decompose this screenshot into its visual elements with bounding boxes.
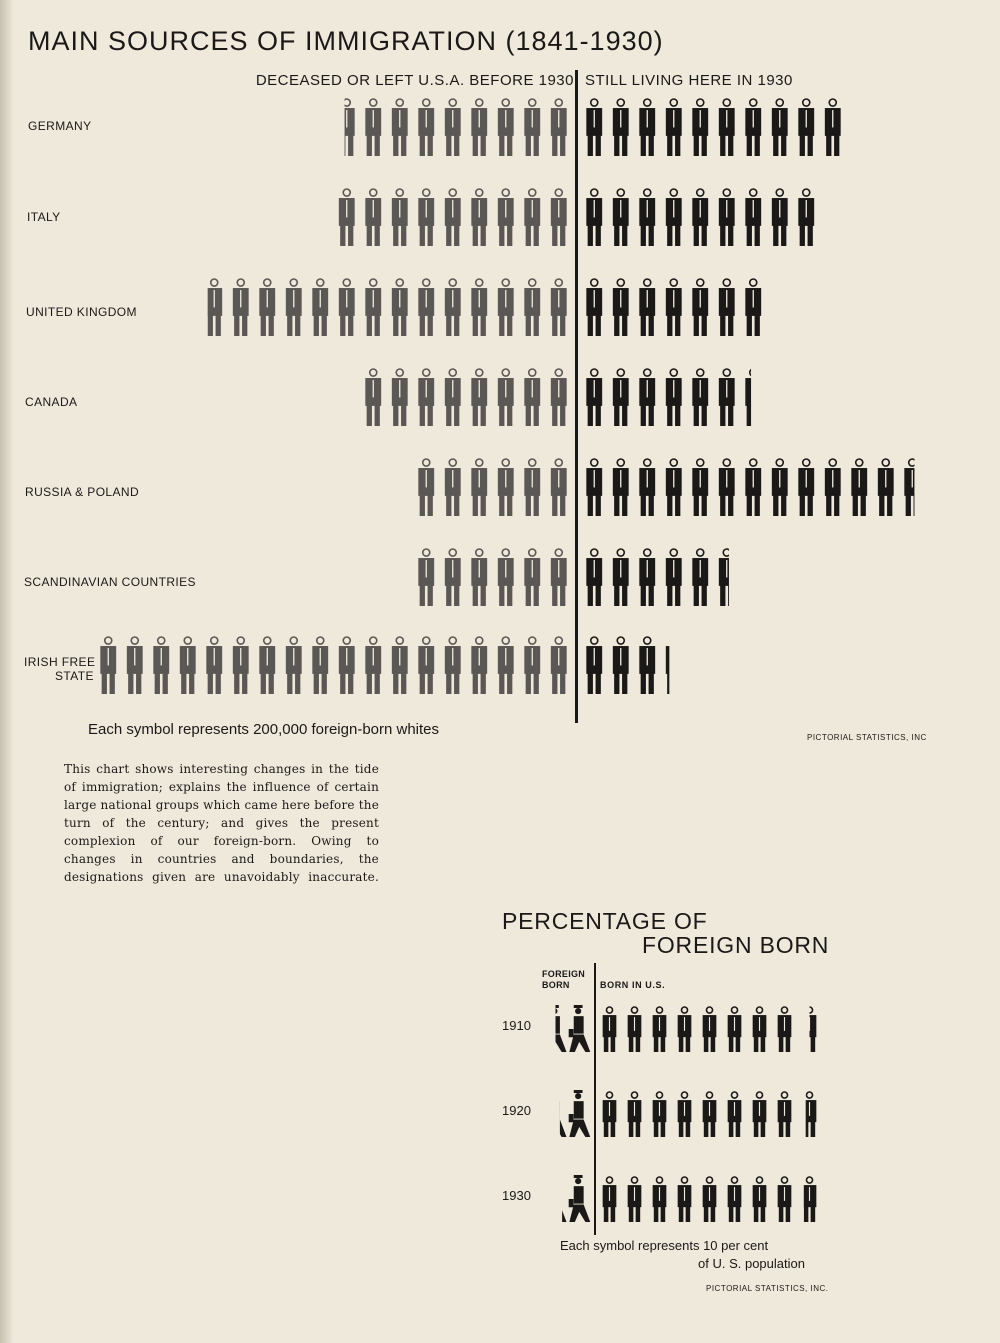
deceased-figure-icon — [392, 637, 408, 694]
deceased-figure-icon — [392, 369, 408, 426]
deceased-figure-icon — [524, 459, 540, 516]
living-figure-icon — [666, 279, 682, 336]
deceased-figure-icon — [524, 189, 540, 246]
living-figure-icon — [745, 189, 761, 246]
living-figure-icon — [639, 99, 655, 156]
us-born-figure-icon — [728, 1007, 742, 1052]
deceased-figure-icon — [339, 99, 355, 156]
living-figure-icon — [692, 459, 708, 516]
foreign-born-figure-icon — [569, 1005, 591, 1052]
living-figure-icon — [878, 459, 894, 516]
living-figure-icon — [666, 459, 682, 516]
deceased-figure-icon — [471, 459, 487, 516]
deceased-figure-icon — [206, 637, 222, 694]
living-figure-icon — [719, 279, 735, 336]
living-figure-icon — [772, 99, 788, 156]
living-figure-icon — [586, 459, 602, 516]
living-figure-icon — [639, 459, 655, 516]
deceased-figure-icon — [524, 99, 540, 156]
living-figure-icon — [692, 99, 708, 156]
living-figure-icon — [825, 99, 841, 156]
living-figure-icon — [586, 189, 602, 246]
us-born-figure-icon — [678, 1007, 692, 1052]
deceased-figure-icon — [445, 369, 461, 426]
deceased-figure-icon — [312, 637, 328, 694]
us-born-figure-icon — [728, 1092, 742, 1137]
us-born-figure-icon — [628, 1092, 642, 1137]
us-born-figure-icon — [703, 1092, 717, 1137]
deceased-figure-icon — [551, 459, 567, 516]
chart2-credit: PICTORIAL STATISTICS, INC. — [706, 1284, 829, 1293]
living-figure-icon — [719, 189, 735, 246]
living-figure-icon — [666, 637, 682, 694]
deceased-figure-icon — [392, 279, 408, 336]
row-2-pictogram — [339, 189, 814, 246]
deceased-figure-icon — [471, 279, 487, 336]
foreign-born-figure-icon — [569, 1090, 591, 1137]
chart2-header-born-in-us: BORN IN U.S. — [600, 980, 666, 990]
deceased-figure-icon — [365, 369, 381, 426]
chart1-credit: PICTORIAL STATISTICS, INC — [807, 733, 927, 742]
living-figure-icon — [798, 189, 814, 246]
chart2-title-line2: FOREIGN BORN — [642, 932, 830, 958]
living-figure-icon — [639, 549, 655, 606]
us-born-figure-icon — [678, 1092, 692, 1137]
us-born-figure-icon — [603, 1177, 617, 1222]
deceased-figure-icon — [418, 637, 434, 694]
country-label-canada: CANADA — [25, 395, 78, 409]
deceased-figure-icon — [392, 99, 408, 156]
living-figure-icon — [639, 637, 655, 694]
living-figure-icon — [719, 459, 735, 516]
country-label-irish-line2: STATE — [55, 669, 94, 683]
living-figure-icon — [772, 189, 788, 246]
row-5-pictogram — [418, 459, 920, 516]
living-figure-icon — [825, 459, 841, 516]
deceased-figure-icon — [551, 369, 567, 426]
deceased-figure-icon — [524, 369, 540, 426]
living-figure-icon — [745, 279, 761, 336]
us-born-figure-icon — [778, 1007, 792, 1052]
living-figure-icon — [639, 189, 655, 246]
foreign-born-figure-icon — [545, 1090, 567, 1137]
living-figure-icon — [586, 369, 602, 426]
deceased-figure-icon — [551, 189, 567, 246]
living-figure-icon — [851, 459, 867, 516]
deceased-figure-icon — [339, 279, 355, 336]
us-born-figure-icon — [753, 1092, 767, 1137]
deceased-figure-icon — [524, 279, 540, 336]
us-born-figure-icon — [803, 1007, 817, 1052]
year-label-1920: 1920 — [502, 1103, 531, 1118]
living-figure-icon — [692, 549, 708, 606]
deceased-figure-icon — [418, 549, 434, 606]
deceased-figure-icon — [498, 279, 514, 336]
row-6-pictogram — [418, 549, 734, 606]
us-born-figure-icon — [628, 1007, 642, 1052]
year-row-1920-pictogram — [545, 1090, 816, 1137]
us-born-figure-icon — [653, 1177, 667, 1222]
living-figure-icon — [613, 279, 629, 336]
deceased-figure-icon — [259, 637, 275, 694]
chart2-legend-line2: of U. S. population — [698, 1256, 805, 1271]
living-figure-icon — [666, 99, 682, 156]
us-born-figure-icon — [653, 1092, 667, 1137]
deceased-figure-icon — [127, 637, 143, 694]
row-1-pictogram — [339, 99, 841, 156]
deceased-figure-icon — [312, 279, 328, 336]
us-born-figure-icon — [753, 1007, 767, 1052]
deceased-figure-icon — [551, 99, 567, 156]
chart2-legend-line1: Each symbol represents 10 per cent — [560, 1238, 769, 1253]
deceased-figure-icon — [233, 279, 249, 336]
deceased-figure-icon — [418, 99, 434, 156]
chart-title: MAIN SOURCES OF IMMIGRATION (1841-1930) — [28, 26, 664, 56]
country-label-scandinavian: SCANDINAVIAN COUNTRIES — [24, 575, 196, 589]
deceased-figure-icon — [471, 189, 487, 246]
living-figure-icon — [798, 459, 814, 516]
living-figure-icon — [719, 549, 735, 606]
year-label-1930: 1930 — [502, 1188, 531, 1203]
living-figure-icon — [613, 189, 629, 246]
country-label-irish-line1: IRISH FREE — [24, 655, 96, 669]
foreign-born-figure-icon — [545, 1005, 567, 1052]
deceased-figure-icon — [206, 279, 222, 336]
year-row-1910-pictogram — [545, 1005, 816, 1052]
living-figure-icon — [666, 369, 682, 426]
deceased-figure-icon — [471, 549, 487, 606]
living-figure-icon — [745, 99, 761, 156]
us-born-figure-icon — [653, 1007, 667, 1052]
deceased-figure-icon — [524, 637, 540, 694]
deceased-figure-icon — [551, 549, 567, 606]
living-figure-icon — [745, 459, 761, 516]
living-figure-icon — [666, 549, 682, 606]
deceased-figure-icon — [339, 637, 355, 694]
living-figure-icon — [586, 99, 602, 156]
deceased-figure-icon — [365, 189, 381, 246]
chart2-header-foreign-born — [542, 969, 585, 991]
deceased-figure-icon — [365, 637, 381, 694]
living-figure-icon — [639, 369, 655, 426]
row-3-pictogram — [206, 279, 761, 336]
chart2-divider — [594, 963, 596, 1235]
living-figure-icon — [692, 369, 708, 426]
living-figure-icon — [586, 279, 602, 336]
chart2-header-foreign-line2: BORN — [542, 980, 570, 990]
us-born-figure-icon — [803, 1092, 817, 1137]
chart2-header-foreign-line1: FOREIGN — [542, 969, 586, 979]
deceased-figure-icon — [100, 637, 116, 694]
deceased-figure-icon — [471, 99, 487, 156]
us-born-figure-icon — [703, 1177, 717, 1222]
living-figure-icon — [692, 189, 708, 246]
living-figure-icon — [798, 99, 814, 156]
deceased-figure-icon — [498, 189, 514, 246]
us-born-figure-icon — [603, 1092, 617, 1137]
living-figure-icon — [639, 279, 655, 336]
deceased-figure-icon — [180, 637, 196, 694]
us-born-figure-icon — [728, 1177, 742, 1222]
deceased-figure-icon — [392, 189, 408, 246]
us-born-figure-icon — [628, 1177, 642, 1222]
living-figure-icon — [692, 279, 708, 336]
deceased-figure-icon — [524, 549, 540, 606]
deceased-figure-icon — [498, 369, 514, 426]
foreign-born-figure-icon — [569, 1175, 591, 1222]
deceased-figure-icon — [418, 279, 434, 336]
us-born-figure-icon — [753, 1177, 767, 1222]
year-label-1910: 1910 — [502, 1018, 531, 1033]
us-born-figure-icon — [778, 1177, 792, 1222]
us-born-figure-icon — [678, 1177, 692, 1222]
country-label-germany: GERMANY — [28, 119, 92, 133]
deceased-figure-icon — [418, 369, 434, 426]
deceased-figure-icon — [498, 637, 514, 694]
living-figure-icon — [904, 459, 920, 516]
living-figure-icon — [613, 549, 629, 606]
country-label-united-kingdom: UNITED KINGDOM — [26, 305, 137, 319]
living-figure-icon — [613, 99, 629, 156]
living-figure-icon — [586, 549, 602, 606]
deceased-figure-icon — [365, 99, 381, 156]
deceased-figure-icon — [471, 637, 487, 694]
us-born-figure-icon — [803, 1177, 817, 1222]
row-4-pictogram — [365, 369, 761, 426]
deceased-figure-icon — [418, 189, 434, 246]
country-label-russia-poland: RUSSIA & POLAND — [25, 485, 140, 499]
living-figure-icon — [772, 459, 788, 516]
deceased-figure-icon — [498, 99, 514, 156]
deceased-figure-icon — [365, 279, 381, 336]
deceased-figure-icon — [471, 369, 487, 426]
living-figure-icon — [613, 369, 629, 426]
deceased-figure-icon — [153, 637, 169, 694]
living-figure-icon — [745, 369, 761, 426]
deceased-figure-icon — [498, 459, 514, 516]
column-header-deceased: DECEASED OR LEFT U.S.A. BEFORE 1930 — [255, 72, 574, 89]
chart1-legend: Each symbol represents 200,000 foreign-born whites — [88, 721, 440, 738]
deceased-figure-icon — [286, 637, 302, 694]
us-born-figure-icon — [778, 1092, 792, 1137]
living-figure-icon — [613, 459, 629, 516]
us-born-figure-icon — [703, 1007, 717, 1052]
deceased-figure-icon — [445, 99, 461, 156]
deceased-figure-icon — [259, 279, 275, 336]
living-figure-icon — [719, 99, 735, 156]
deceased-figure-icon — [551, 637, 567, 694]
country-label-italy: ITALY — [27, 210, 61, 224]
description-paragraph: This chart shows interesting changes in the tide of immigration; explains the influence of certain large national groups which came here before the turn of the century; and gives the present complexion of our foreign-born. Owing to changes in countries and boundaries, the designations given are unavoidably inaccurate. — [64, 762, 379, 884]
deceased-figure-icon — [551, 279, 567, 336]
foreign-born-figure-icon — [545, 1175, 567, 1222]
column-header-living: STILL LIVING HERE IN 1930 — [585, 72, 793, 89]
deceased-figure-icon — [445, 549, 461, 606]
living-figure-icon — [666, 189, 682, 246]
living-figure-icon — [719, 369, 735, 426]
deceased-figure-icon — [339, 189, 355, 246]
deceased-figure-icon — [445, 189, 461, 246]
deceased-figure-icon — [418, 459, 434, 516]
row-7-pictogram — [100, 637, 681, 694]
deceased-figure-icon — [233, 637, 249, 694]
deceased-figure-icon — [498, 549, 514, 606]
deceased-figure-icon — [445, 459, 461, 516]
chart2-title-line1: PERCENTAGE OF — [502, 908, 708, 934]
deceased-figure-icon — [445, 279, 461, 336]
deceased-figure-icon — [445, 637, 461, 694]
deceased-figure-icon — [286, 279, 302, 336]
living-figure-icon — [613, 637, 629, 694]
year-row-1930-pictogram — [545, 1175, 816, 1222]
living-figure-icon — [586, 637, 602, 694]
us-born-figure-icon — [603, 1007, 617, 1052]
